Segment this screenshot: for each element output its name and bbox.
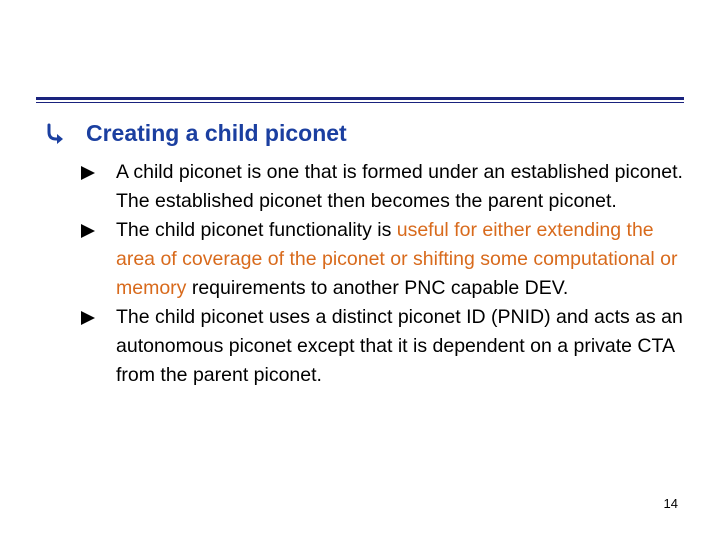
- heading-text: Creating a child piconet: [86, 119, 347, 146]
- triangle-bullet-icon: [80, 216, 100, 245]
- heading-row: [44, 118, 347, 148]
- title-divider-thin: [36, 102, 684, 103]
- curved-arrow-icon: [44, 122, 66, 144]
- bullet-item: [80, 158, 690, 216]
- triangle-bullet-icon: [80, 158, 100, 187]
- bullet-list: [80, 158, 690, 390]
- bullet-item: [80, 303, 690, 390]
- bullet-item: [80, 216, 690, 303]
- title-divider-thick: [36, 97, 684, 100]
- triangle-bullet-icon: [80, 303, 100, 332]
- bullet-text: A child piconet is one that is formed under an established piconet. The established piconet then becomes the parent piconet.: [116, 161, 683, 212]
- bullet-text-after: requirements to another PNC capable DEV.: [186, 277, 569, 299]
- page-number: 14: [663, 496, 678, 511]
- bullet-text: The child piconet uses a distinct piconet ID (PNID) and acts as an autonomous piconet except that it is dependent on a private CTA from the parent piconet.: [116, 306, 683, 386]
- bullet-text-before: The child piconet functionality is: [116, 219, 397, 241]
- bullet-text-highlight: useful for either extending the area of coverage of the piconet or shifting some computational or memory: [116, 219, 678, 299]
